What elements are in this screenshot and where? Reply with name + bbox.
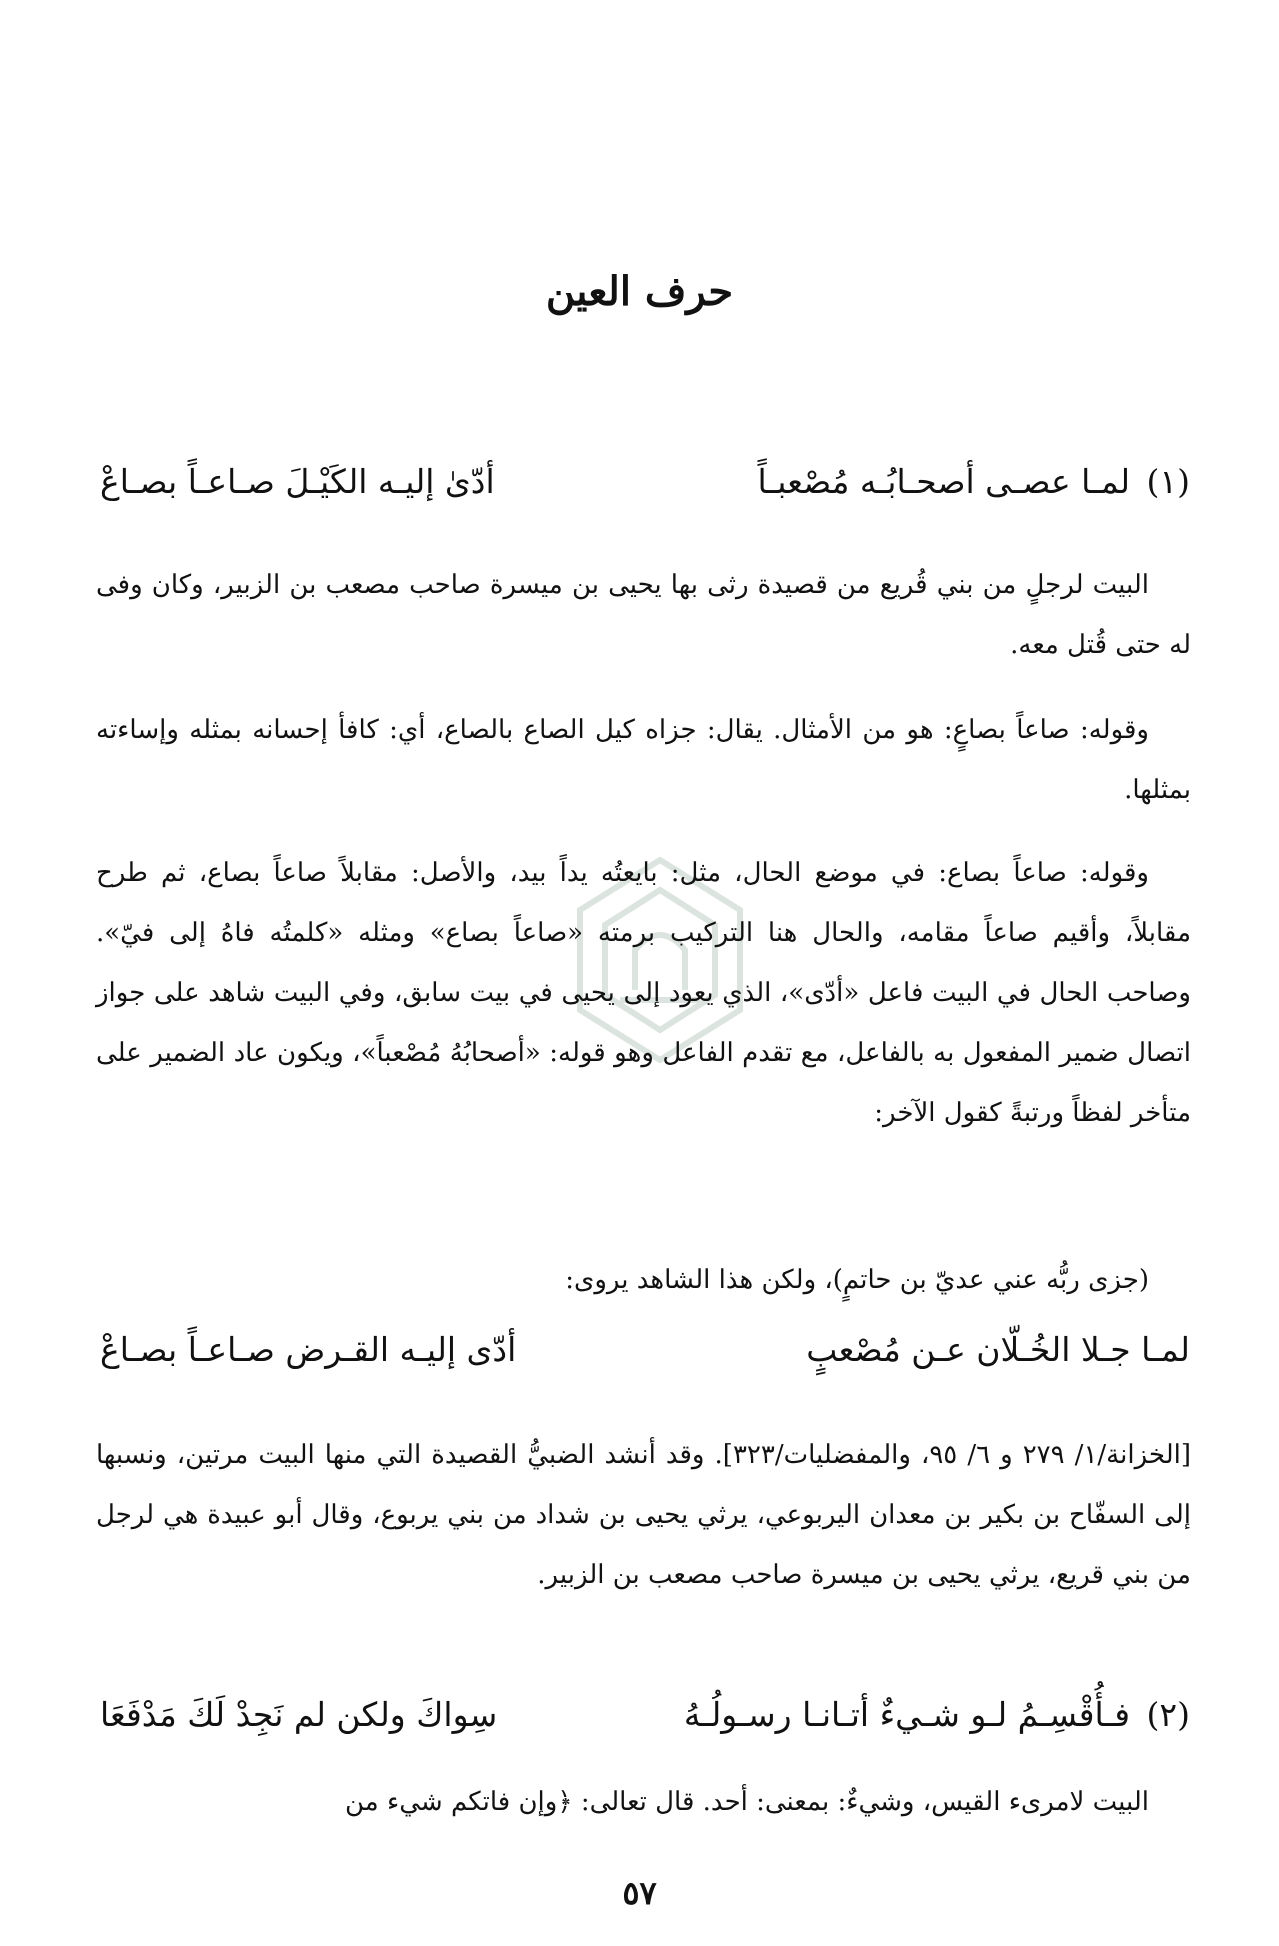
page-title: حرف العين [545, 268, 734, 315]
verse-alt-second-hemistich: أدّى إليـه القـرض صـاعـاً بصـاعْ [100, 1330, 517, 1369]
page-number: ٥٧ [622, 1874, 657, 1912]
commentary-paragraph-6: البيت لامرىء القيس، وشيءٌ: بمعنى: أحد. قال تعالى: ﴿وإن فاتكم شيء من [345, 1787, 1149, 1817]
verse-2-number: (٢) [1146, 1695, 1190, 1734]
commentary-paragraph-5: [الخزانة/١/ ٢٧٩ و ٦/ ٩٥، والمفضليات/٣٢٣]. وقد أنشد الضبيُّ القصيدة التي منها البيت مرتين، ونسبها إلى السفّاح بن بكير بن معدان اليربوعي، يرثي يحيى بن شداد من بني يربوع، وقال أبو عبيدة هي لرجل من بني قريع، يرثي يحيى بن ميسرة صاحب مصعب بن الزبير. [96, 1440, 1191, 1590]
commentary-paragraph-1: البيت لرجلٍ من بني قُريع من قصيدة رثى بها يحيى بن ميسرة صاحب مصعب بن الزبير، وكان وفى له حتى قُتل معه. [96, 570, 1191, 660]
verse-alt-first-hemistich: لمـا جـلا الخُـلّان عـن مُصْعبٍ [806, 1330, 1190, 1369]
commentary-paragraph-4: (جزى ربُّه عني عديّ بن حاتمٍ)، ولكن هذا الشاهد يروى: [565, 1265, 1149, 1295]
commentary-paragraph-3: وقوله: صاعاً بصاع: في موضع الحال، مثل: بايعتُه يداً بيد، والأصل: مقابلاً صاعاً بصاع، ثم طرح مقابلاً، وأقيم صاعاً مقامه، والحال هنا التركيب برمته «صاعاً بصاع» ومثله «كلمتُه فاهُ إلى فيّ». وصاحب الحال في البيت فاعل «أدّى»، الذي يعود إلى يحيى في بيت سابق، وفي البيت شاهد على جواز اتصال ضمير المفعول به بالفاعل، مع تقدم الفاعل وهو قوله: «أصحابُهُ مُصْعباً»، ويكون عاد الضمير على متأخر لفظاً ورتبةً كقول الآخر: [96, 858, 1191, 1128]
verse-1-first-hemistich [758, 462, 1190, 501]
verse-2-second-hemistich: سِواكَ ولكن لم نَجِدْ لَكَ مَدْفَعَا [100, 1695, 498, 1734]
verse-2-first-hemistich [684, 1695, 1190, 1734]
verse-1-hemistich-1-text: لمـا عصـى أصحـابُـه مُصْعبـاً [757, 462, 1131, 501]
verse-1-second-hemistich: أدّىٰ إليـه الكَيْـلَ صـاعـاً بصـاعْ [100, 462, 495, 501]
verse-1-number: (١) [1146, 462, 1190, 501]
verse-2-hemistich-1-text: فـأُقْسِـمُ لـو شـيءٌ أتـانـا رسـولُـهُ [683, 1695, 1131, 1734]
commentary-paragraph-2: وقوله: صاعاً بصاعٍ: هو من الأمثال. يقال: جزاه كيل الصاع بالصاع، أي: كافأ إحسانه بمثله وإساءته بمثلها. [96, 715, 1191, 805]
